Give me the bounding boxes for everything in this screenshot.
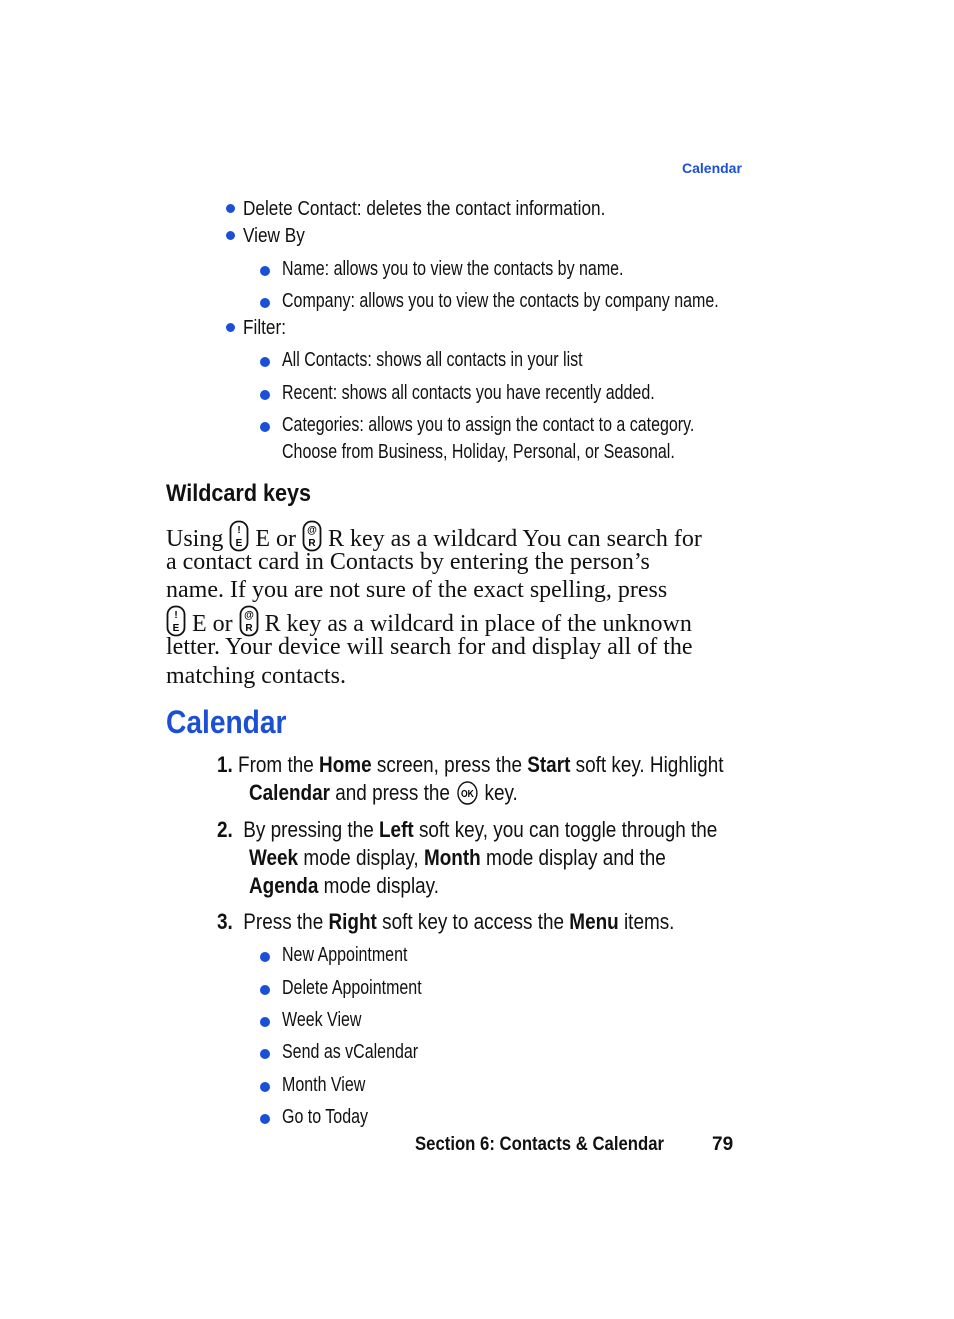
sub-bullet-recent: Recent: shows all contacts you have recently added. (282, 382, 655, 404)
menu-item: Month View (282, 1074, 366, 1096)
menu-item: New Appointment (282, 944, 408, 966)
svg-text:!: ! (237, 525, 242, 536)
menu-item: Week View (282, 1009, 362, 1031)
bullet-filter: Filter: (243, 317, 286, 339)
sub-bullet-categories-cont: Choose from Business, Holiday, Personal, or Seasonal. (282, 441, 675, 463)
wildcard-line-6: matching contacts. (166, 663, 346, 689)
sub-bullet-all-contacts: All Contacts: shows all contacts in your list (282, 349, 583, 371)
svg-text:@: @ (307, 525, 317, 536)
bullet-icon (226, 231, 235, 240)
sub-bullet-icon (260, 1049, 270, 1059)
footer-section: Section 6: Contacts & Calendar (415, 1134, 664, 1155)
wildcard-line-3: name. If you are not sure of the exact spelling, press (166, 577, 668, 603)
key-r-icon (239, 605, 259, 637)
bullet-icon (226, 323, 235, 332)
sub-bullet-icon (260, 952, 270, 962)
sub-bullet-icon (260, 357, 270, 367)
sub-bullet-icon (260, 422, 270, 432)
sub-bullet-icon (260, 390, 270, 400)
sub-bullet-icon (260, 266, 270, 276)
wildcard-line-4: ! E E or @ R R key as a wildcard in place of the unknown (166, 605, 692, 638)
step-1-line-1: 1. From the Home screen, press the Start soft key. Highlight (217, 752, 724, 777)
svg-text:!: ! (174, 610, 178, 621)
wildcard-heading: Wildcard keys (166, 480, 312, 507)
sub-bullet-company: Company: allows you to view the contacts by company name. (282, 290, 719, 312)
svg-text:@: @ (243, 610, 254, 621)
svg-text:OK: OK (460, 788, 474, 800)
wildcard-line-5: letter. Your device will search for and display all of the (166, 634, 693, 660)
svg-text:E: E (172, 623, 180, 634)
sub-bullet-icon (260, 985, 270, 995)
bullet-view-by: View By (243, 225, 305, 247)
ok-key-icon (455, 780, 479, 806)
svg-text:E: E (236, 538, 243, 549)
step-3-line-1: 3. Press the Right soft key to access the Menu items. (217, 909, 675, 934)
bullet-delete-contact: Delete Contact: deletes the contact information. (243, 198, 606, 220)
step-1-line-2: Calendar and press the OK key. (249, 780, 518, 805)
sub-bullet-icon (260, 1017, 270, 1027)
wildcard-line-1: Using ! E E or @ R R key as a wildcard You can search for (166, 520, 702, 553)
sub-bullet-icon (260, 1082, 270, 1092)
step-2-line-2: Week mode display, Month mode display and the (249, 845, 666, 870)
sub-bullet-icon (260, 298, 270, 308)
bullet-icon (226, 204, 235, 213)
svg-text:R: R (308, 538, 316, 549)
sub-bullet-categories: Categories: allows you to assign the contact to a category. (282, 414, 695, 436)
key-e-icon (229, 520, 249, 552)
menu-item: Go to Today (282, 1106, 368, 1128)
key-r-icon (302, 520, 322, 552)
step-2-line-1: 2. By pressing the Left soft key, you can toggle through the (217, 817, 718, 842)
menu-item: Delete Appointment (282, 977, 422, 999)
wildcard-line-2: a contact card in Contacts by entering the person’s (166, 549, 650, 575)
calendar-heading: Calendar (166, 704, 287, 740)
key-e-icon (166, 605, 186, 637)
running-header: Calendar (682, 160, 742, 176)
step-2-line-3: Agenda mode display. (249, 873, 439, 898)
menu-item: Send as vCalendar (282, 1041, 419, 1063)
svg-text:R: R (245, 623, 253, 634)
sub-bullet-icon (260, 1114, 270, 1124)
page-number: 79 (712, 1134, 734, 1155)
sub-bullet-name: Name: allows you to view the contacts by name. (282, 258, 624, 280)
